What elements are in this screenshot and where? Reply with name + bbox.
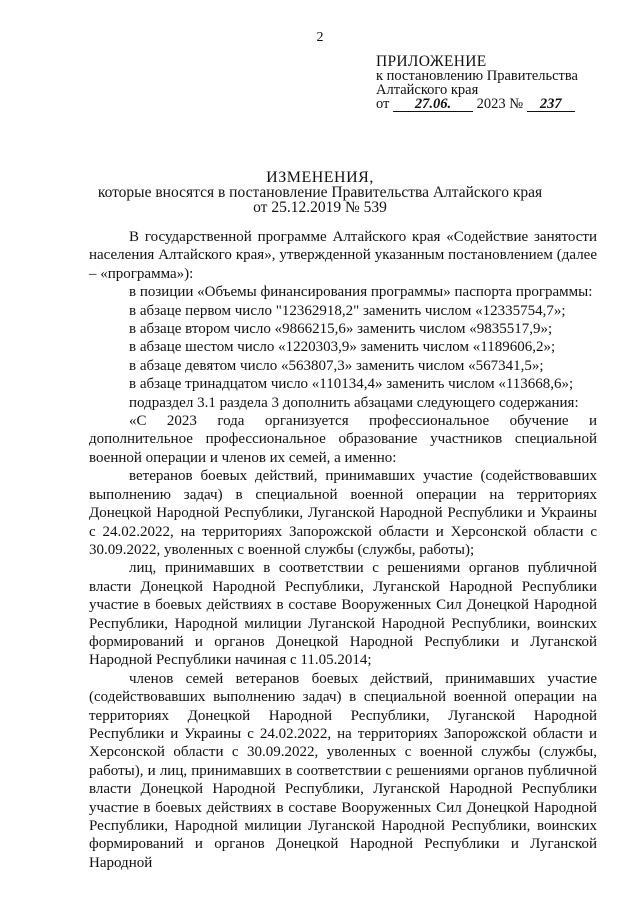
appendix-line-2: Алтайского края [376,82,479,98]
paragraph: в абзаце первом число "12362918,2" заменить числом «12335754,7»; [129,302,566,319]
paragraph: «С 2023 года организуется профессиональное обучение и дополнительное профессиональное образование участников специальной военной операции и членов их семей, а именно: [89,413,597,466]
year-text: 2023 № [476,96,524,112]
date-value: 27.06. [393,97,473,112]
heading-line-1: которые вносятся в постановление Правительства Алтайского края [97,184,543,201]
paragraph: членов семей ветеранов боевых действий, принимавших участие (содействовавших выполнению задач) в специальной военной операции на территориях Донецкой Народной Республики, Луганской Народной Республики и Украины с 24.02.2022, на территориях Запорожской области и Херсонской области с 30.09.2022, уволенных с военной службы (службы, работы), и лиц, принимавших в соответствии с решениями органов публичной власти Донецкой Народной Республики, Луганской Народной Республики участие в боевых действиях в составе Вооруженных Сил Донецкой Народной Республики, Народной милиции Луганской Народной Республики, воинских формирований и органов Донецкой Народной Республики и Луганской Народной [89,670,597,871]
heading-line-2: от 25.12.2019 № 539 [253,199,387,216]
paragraph: в абзаце втором число «9866215,6» заменить числом «9835517,9»; [129,321,553,338]
appendix-line-1: к постановлению Правительства [376,68,578,84]
document-body [89,228,597,872]
paragraph: в абзаце девятом число «563807,3» заменить числом «567341,5»; [129,357,544,374]
paragraph: в позиции «Объемы финансирования программы» паспорта программы: [129,284,593,301]
page-number: 2 [316,30,324,45]
paragraph: ветеранов боевых действий, принимавших участие (содействовавших выполнению задач) в специальной военной операции на территориях Донецкой Народной Республики, Луганской Народной Республики и Украины с 24.02.2022, на территориях Запорожской области и Херсонской области с 30.09.2022, уволенных с военной службы (службы, работы); [89,468,597,558]
paragraph: в абзаце тринадцатом число «110134,4» заменить числом «113668,6»; [129,376,574,393]
appendix-block [376,55,626,112]
appendix-title: ПРИЛОЖЕНИЕ [376,53,487,70]
paragraph: В государственной программе Алтайского края «Содействие занятости населения Алтайского края», утвержденной указанным постановлением (далее – «программа»): [89,229,597,282]
decree-number: 237 [527,97,575,112]
document-heading [0,170,640,215]
paragraph: в абзаце шестом число «1220303,9» заменить числом «1189606,2»; [129,339,556,356]
paragraph: подраздел 3.1 раздела 3 дополнить абзацами следующего содержания: [129,394,579,411]
paragraph: лиц, принимавших в соответствии с решениями органов публичной власти Донецкой Народной Республики, Луганской Народной Республики участие в боевых действиях в составе Вооруженных Сил Донецкой Народной Республики, Народной милиции Луганской Народной Республики, воинских формирований и органов Донецкой Народной Республики и Луганской Народной Республики начиная с 11.05.2014; [89,560,597,669]
heading-title: ИЗМЕНЕНИЯ, [266,169,374,186]
date-prefix: от [376,96,390,112]
appendix-date-line [376,97,626,112]
